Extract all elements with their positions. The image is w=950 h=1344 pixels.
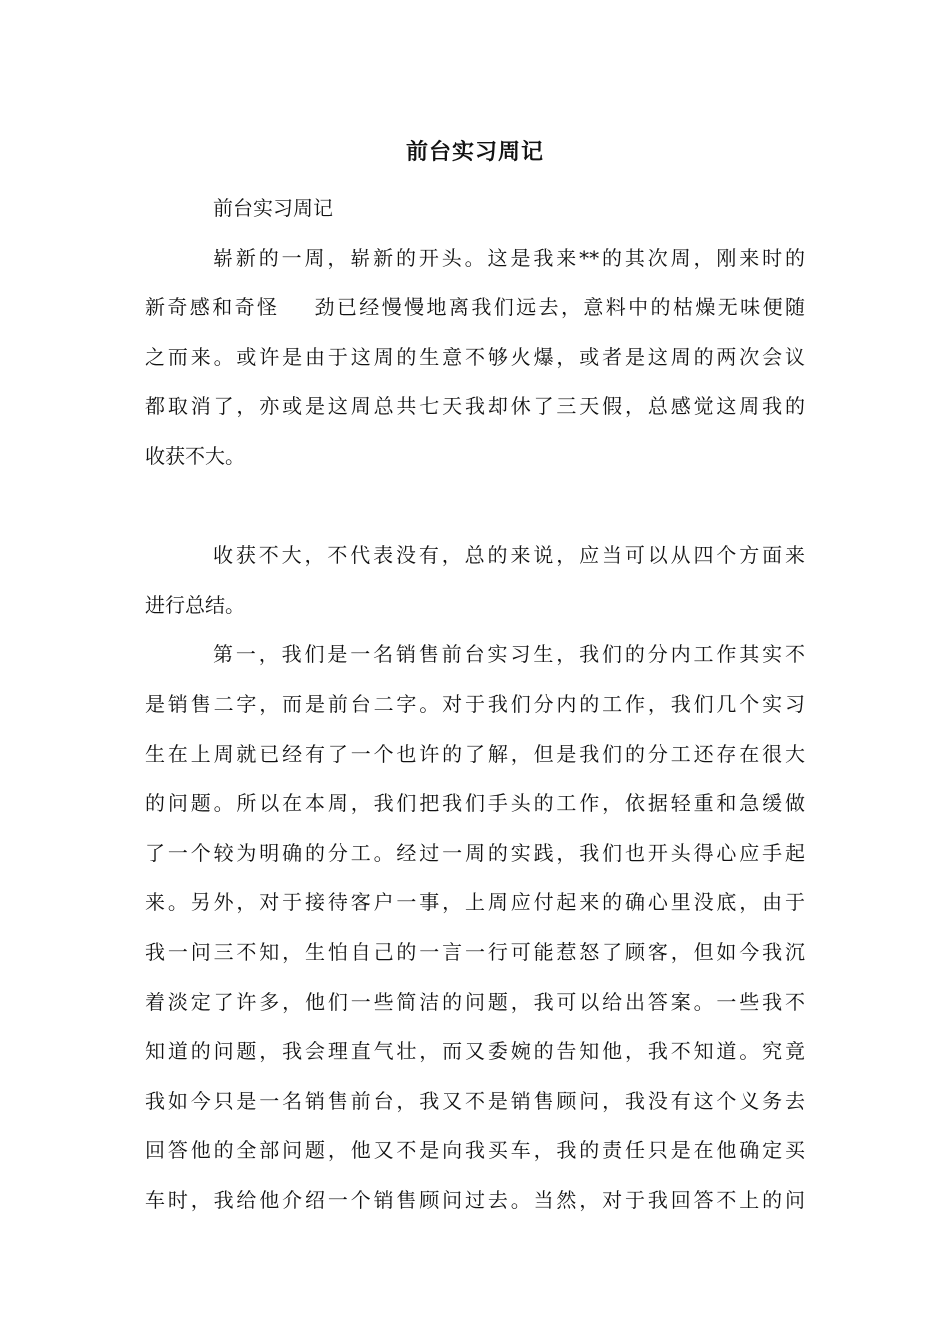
- paragraph-line: 都取消了，亦或是这周总共七天我却休了三天假，总感觉这周我的: [145, 394, 805, 419]
- paragraph-line: 生在上周就已经有了一个也许的了解，但是我们的分工还存在很大: [145, 741, 805, 766]
- paragraph-line: 新奇感和奇怪 劲已经慢慢地离我们远去，意料中的枯燥无味便随: [145, 295, 805, 320]
- paragraph-line: 是销售二字，而是前台二字。对于我们分内的工作，我们几个实习: [145, 691, 805, 716]
- paragraph-line: 来。另外，对于接待客户一事，上周应付起来的确心里没底，由于: [145, 890, 805, 915]
- blank-line: [145, 482, 805, 532]
- paragraph-line: 着淡定了许多，他们一些简洁的问题，我可以给出答案。一些我不: [145, 989, 805, 1014]
- document-body: [145, 184, 805, 1225]
- paragraph-line: 的问题。所以在本周，我们把我们手头的工作，依据轻重和急缓做: [145, 791, 805, 816]
- paragraph-line: 了一个较为明确的分工。经过一周的实践，我们也开头得心应手起: [145, 840, 805, 865]
- paragraph-line: 进行总结。: [145, 592, 245, 617]
- paragraph-line: 回答他的全部问题，他又不是向我买车，我的责任只是在他确定买: [145, 1138, 805, 1163]
- paragraph-line: 车时，我给他介绍一个销售顾问过去。当然，对于我回答不上的问: [145, 1187, 805, 1212]
- paragraph-line: 第一，我们是一名销售前台实习生，我们的分内工作其实不: [213, 642, 805, 667]
- paragraph-line: 之而来。或许是由于这周的生意不够火爆，或者是这周的两次会议: [145, 344, 805, 369]
- document-title: 前台实习周记: [405, 139, 544, 165]
- paragraph-line: 收获不大。: [145, 443, 245, 468]
- paragraph-line: 知道的问题，我会理直气壮，而又委婉的告知他，我不知道。究竟: [145, 1039, 805, 1064]
- paragraph-line: 收获不大，不代表没有，总的来说，应当可以从四个方面来: [213, 543, 805, 568]
- subtitle-line: 前台实习周记: [213, 196, 333, 220]
- paragraph-line: 我如今只是一名销售前台，我又不是销售顾问，我没有这个义务去: [145, 1088, 805, 1113]
- paragraph-line: 我一问三不知，生怕自己的一言一行可能惹怒了顾客，但如今我沉: [145, 939, 805, 964]
- paragraph-line: 崭新的一周，崭新的开头。这是我来**的其次周，刚来时的: [213, 245, 805, 270]
